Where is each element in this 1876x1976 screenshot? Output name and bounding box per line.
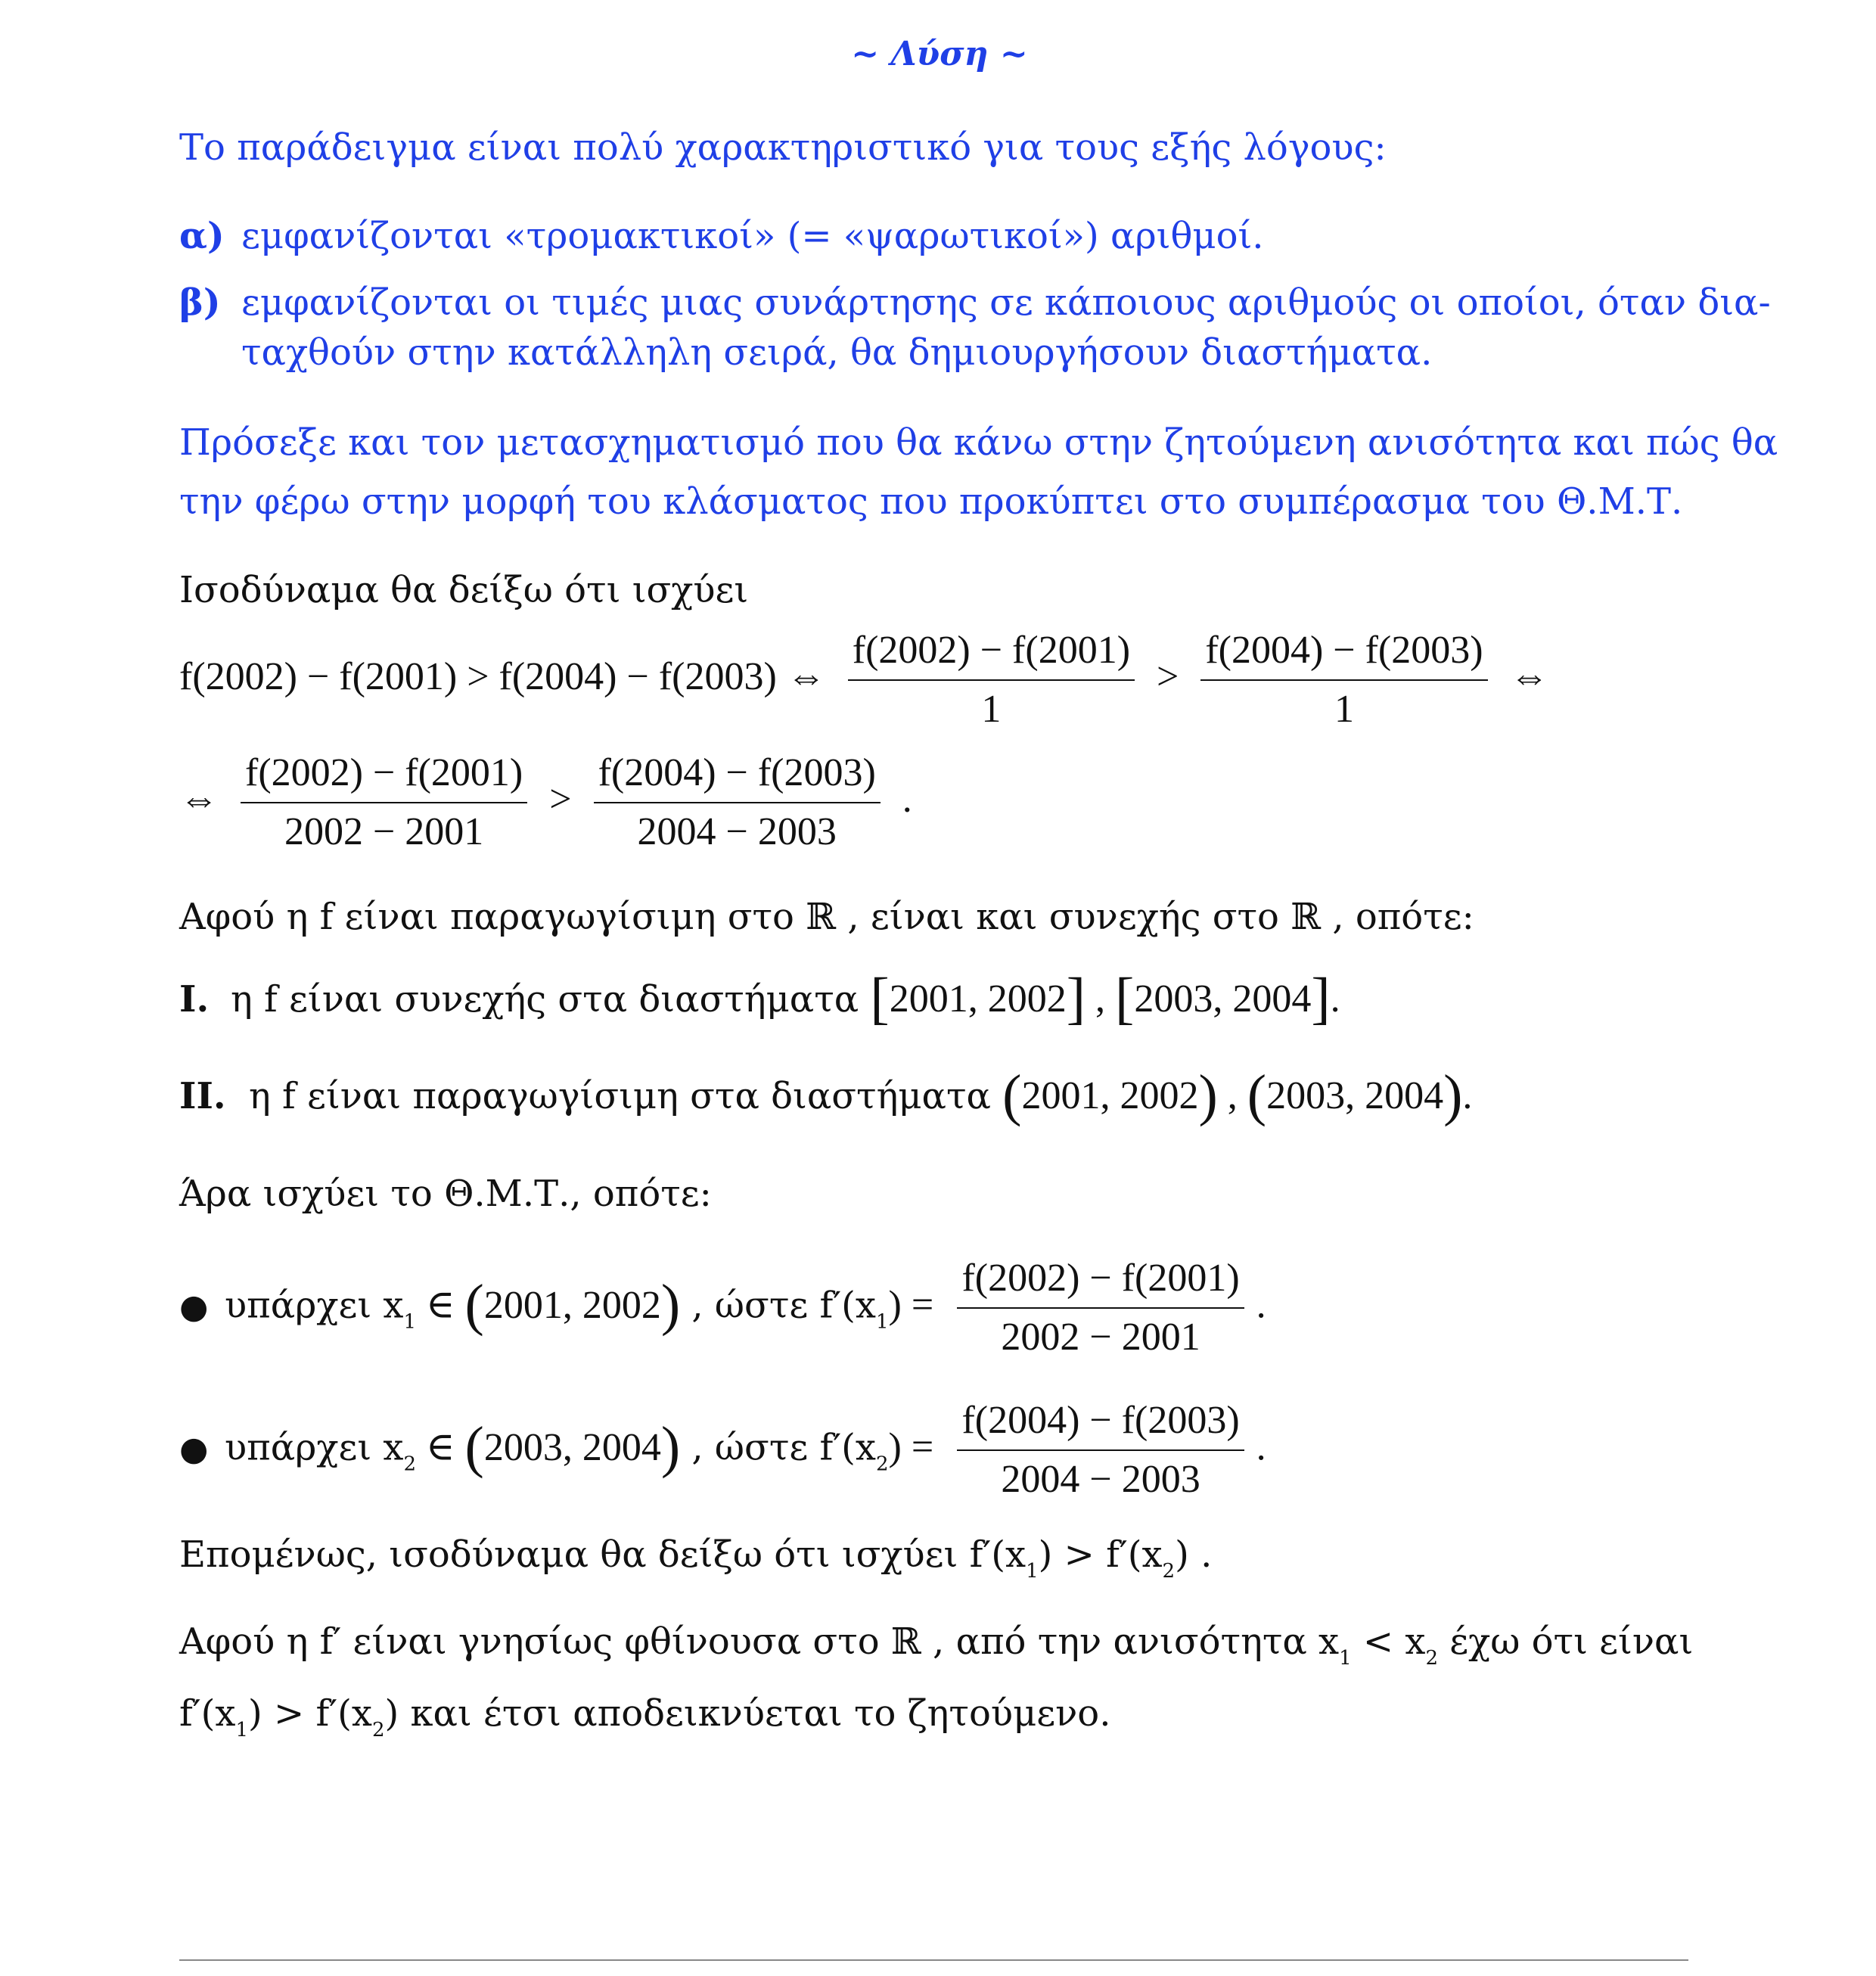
eq1-frac2-numerator: f(2004) − f(2003)	[1200, 628, 1487, 681]
bullet-1-pre: υπάρχει x	[225, 1284, 404, 1327]
subscript: 2	[1425, 1647, 1439, 1670]
eq2-frac2-numerator: f(2004) − f(2003)	[594, 750, 881, 803]
equation-2	[179, 750, 912, 855]
final-text-1	[179, 1619, 1693, 1681]
bullet-1-such: , ώστε f′(x	[680, 1284, 876, 1327]
bullet-1-equals: ) =	[888, 1283, 934, 1327]
interval-2: 2003, 2004	[1134, 977, 1312, 1021]
paren-open: (	[464, 1272, 484, 1337]
bullet-1	[179, 1256, 1266, 1360]
bullet-1-denominator: 2002 − 2001	[1001, 1316, 1200, 1359]
therefore-b: ) > f′(x	[1038, 1533, 1163, 1576]
condition-2	[179, 1064, 1473, 1127]
condition-2-label: II.	[179, 1075, 226, 1117]
therefore-c: ) .	[1175, 1533, 1213, 1576]
equation-1	[179, 628, 1549, 732]
bracket-open: [	[870, 967, 890, 1030]
eq1-tail: ⇔	[1509, 654, 1549, 698]
bullet-2-fraction	[957, 1398, 1244, 1502]
final-text-2	[179, 1691, 1110, 1753]
period: .	[1462, 1074, 1473, 1117]
final-b: , από την ανισότητα x	[921, 1620, 1340, 1663]
eq2-fraction-1	[241, 750, 527, 855]
subscript: 2	[875, 1452, 889, 1476]
bullet-2-numerator: f(2004) − f(2003)	[957, 1398, 1244, 1451]
final2-b: ) > f′(x	[248, 1692, 372, 1735]
bracket-close: ]	[1311, 967, 1331, 1030]
paren-close: )	[660, 1272, 681, 1337]
note-line-2: την φέρω στην μορφή του κλάσματος που προκύπτει στο συμπέρασμα του Θ.Μ.Τ.	[179, 480, 1683, 523]
bottom-divider	[179, 1959, 1688, 1961]
reason-b	[179, 280, 1771, 325]
therefore-text	[179, 1532, 1212, 1594]
paren-open: (	[1247, 1064, 1267, 1127]
paren-close: )	[1443, 1064, 1463, 1127]
eq1-fraction-2	[1200, 628, 1487, 732]
differentiable-text	[179, 894, 1474, 940]
final2-c: ) και έτσι αποδεικνύεται το ζητούμενο.	[384, 1692, 1111, 1735]
condition-1-text: η f είναι συνεχής στα διαστήματα	[231, 978, 871, 1021]
interval-1: 2001, 2002	[1021, 1074, 1199, 1117]
reason-b-label: β)	[179, 281, 221, 324]
element-of: ∈	[416, 1283, 465, 1327]
subscript: 1	[1026, 1560, 1039, 1583]
separator: ,	[1086, 977, 1116, 1021]
bullet-2-denominator: 2004 − 2003	[1001, 1458, 1200, 1501]
period: .	[1330, 977, 1340, 1021]
paren-open: (	[1002, 1064, 1022, 1127]
bullet-2-interval: 2003, 2004	[483, 1425, 661, 1469]
final-c: < x	[1351, 1620, 1426, 1663]
reason-a-label: α)	[179, 215, 225, 257]
therefore-a: Επομένως, ισοδύναμα θα δείξω ότι ισχύει f′(x	[179, 1533, 1027, 1576]
subscript: 1	[875, 1310, 889, 1334]
bullet-2-such: , ώστε f′(x	[680, 1426, 876, 1469]
bullet-1-numerator: f(2002) − f(2001)	[957, 1256, 1244, 1309]
bullet-2-pre: υπάρχει x	[225, 1426, 404, 1469]
solution-title: ~ Λύση ~	[851, 35, 1028, 73]
reason-b-text-1: εμφανίζονται οι τιμές μιας συνάρτησης σε κάποιους αριθμούς οι οποίοι, όταν δια-	[241, 281, 1771, 324]
condition-2-text: η f είναι παραγωγίσιμη στα διαστήματα	[249, 1075, 1003, 1117]
note-line-1: Πρόσεξε και τον μετασχηματισμό που θα κάνω στην ζητούμενη ανισότητα και πώς θα	[179, 421, 1778, 464]
bullet-2-equals: ) =	[888, 1425, 934, 1469]
paren-open: (	[464, 1415, 484, 1479]
mvt-text: Άρα ισχύει το Θ.Μ.Τ., οπότε:	[179, 1173, 712, 1215]
interval-2: 2003, 2004	[1266, 1074, 1444, 1117]
subscript: 1	[403, 1310, 417, 1334]
reals-symbol: ℝ	[806, 896, 837, 938]
reason-a-text: εμφανίζονται «τρομακτικοί» (= «ψαρωτικοί») αριθμοί.	[241, 215, 1264, 257]
bullet-dot: ●	[179, 1287, 209, 1326]
subscript: 2	[403, 1452, 417, 1476]
subscript: 2	[1162, 1560, 1176, 1583]
condition-1-label: I.	[179, 978, 210, 1021]
bracket-close: ]	[1066, 967, 1086, 1030]
differentiable-text-b: , είναι και συνεχής στο	[836, 896, 1291, 938]
condition-1	[179, 967, 1340, 1030]
bullet-2	[179, 1398, 1266, 1502]
period: .	[1256, 1425, 1266, 1469]
reason-b-text-2: ταχθούν στην κατάλληλη σειρά, θα δημιουργήσουν διαστήματα.	[241, 331, 1433, 374]
eq2-frac2-denominator: 2004 − 2003	[637, 810, 837, 853]
eq2-end: .	[902, 777, 912, 821]
separator: ,	[1217, 1074, 1247, 1117]
differentiable-text-c: , οπότε:	[1321, 896, 1474, 938]
subscript: 1	[235, 1719, 249, 1741]
reals-symbol: ℝ	[890, 1620, 921, 1663]
eq1-fraction-1	[848, 628, 1135, 732]
period: .	[1256, 1283, 1266, 1327]
interval-1: 2001, 2002	[889, 977, 1067, 1021]
bullet-1-interval: 2001, 2002	[483, 1283, 661, 1327]
final2-a: f′(x	[179, 1692, 236, 1735]
bullet-1-fraction	[957, 1256, 1244, 1360]
equivalent-text: Ισοδύναμα θα δείξω ότι ισχύει	[179, 569, 749, 611]
eq2-frac1-denominator: 2002 − 2001	[284, 810, 484, 853]
intro-text: Το παράδειγμα είναι πολύ χαρακτηριστικό για τους εξής λόγους:	[179, 126, 1387, 169]
eq2-frac1-numerator: f(2002) − f(2001)	[241, 750, 527, 803]
differentiable-text-a: Αφού η f είναι παραγωγίσιμη στο	[179, 896, 806, 938]
eq1-lhs: f(2002) − f(2001) > f(2004) − f(2003) ⇔	[179, 654, 826, 698]
eq1-frac2-denominator: 1	[1334, 688, 1354, 731]
paren-close: )	[1198, 1064, 1218, 1127]
solution-page	[179, 0, 1778, 1976]
eq1-frac1-numerator: f(2002) − f(2001)	[848, 628, 1135, 681]
eq2-lead: ⇔	[179, 777, 219, 821]
subscript: 1	[1339, 1647, 1352, 1670]
bullet-dot: ●	[179, 1429, 209, 1468]
eq2-operator: >	[549, 777, 572, 821]
reals-symbol: ℝ	[1291, 896, 1322, 938]
reason-a	[179, 213, 1264, 259]
eq1-frac1-denominator: 1	[981, 688, 1002, 731]
paren-close: )	[660, 1415, 681, 1479]
bracket-open: [	[1115, 967, 1135, 1030]
eq1-operator: >	[1157, 654, 1179, 698]
final-d: έχω ότι είναι	[1438, 1620, 1694, 1663]
final-a: Αφού η f′ είναι γνησίως φθίνουσα στο	[179, 1620, 891, 1663]
subscript: 2	[371, 1719, 385, 1741]
eq2-fraction-2	[594, 750, 881, 855]
element-of: ∈	[416, 1425, 465, 1469]
